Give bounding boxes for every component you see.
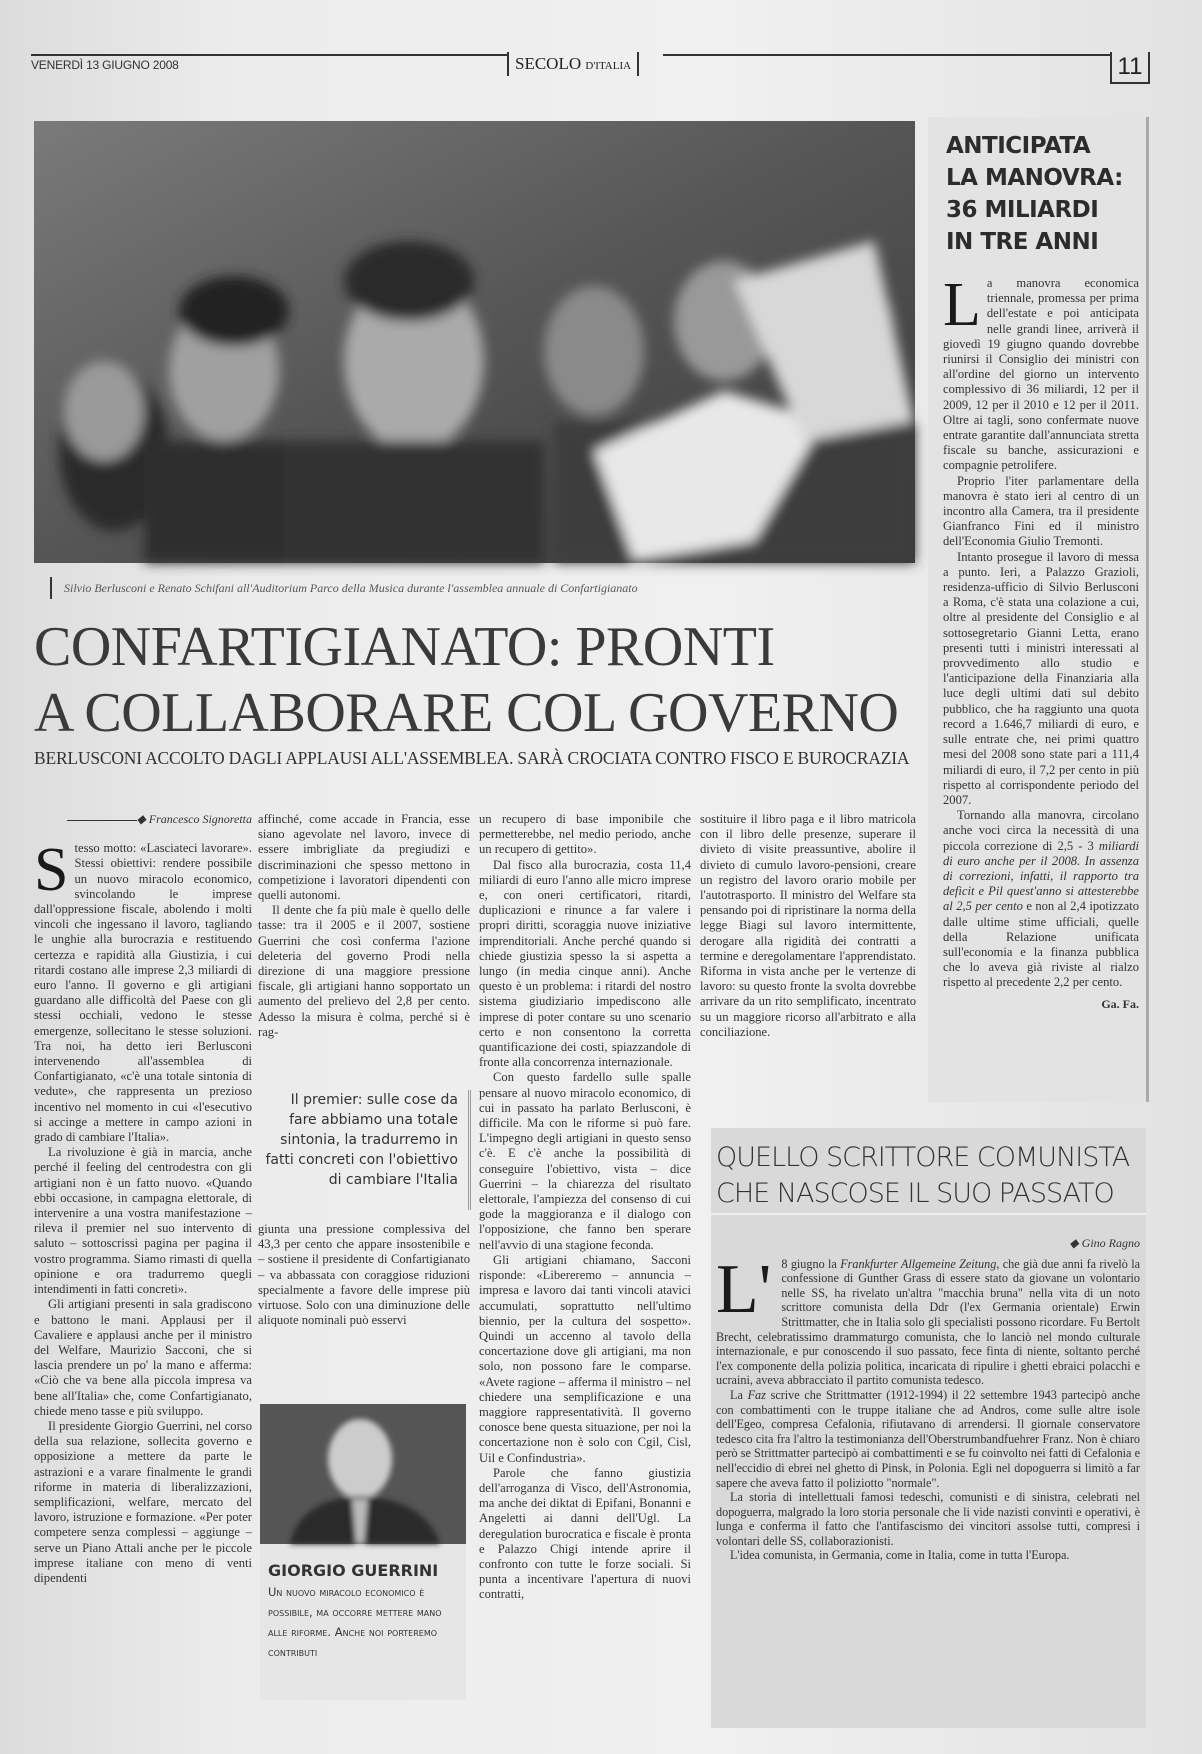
second-article-body (716, 1236, 1140, 1726)
brand-suffix: D'ITALIA (585, 60, 632, 72)
sidebar-title-line: IN TRE ANNI (946, 229, 1099, 255)
paragraph: sostituire il libro paga e il libro matricola con il libro delle presenze, superare il divieto di visite preassuntive, abolire il divieto di cumulo lavoro-pensioni, creare un registro del lavoro orario mobile per l'autotrasporto. Il ministro del Welfare sta pensando poi di ripristinare la norma della legge Biagi sul lavoro intermittente, derogare alla rigidità dei contratti a termine e deregolamentare l'apprendistato. Riforma in vista anche per le vertenze di lavoro: su questo fronte la svolta dovrebbe arrivare da un rito semplificato, incentrato su un maggiore ricorso all'arbitrato e alla conciliazione. (700, 812, 916, 1039)
main-photo (34, 121, 915, 563)
byline-author: Francesco Signoretta (148, 812, 252, 826)
article-column-2b (258, 1222, 470, 1328)
article-column-1 (34, 812, 252, 1724)
paragraph: affinché, come accade in Francia, esse siano agevolate nel lavoro, invece di essere imbrigliate da pregiudizi e discriminazioni che spesso mettono in competizione i lavoratori dipendenti con quelli autonomi. (258, 812, 470, 903)
sidebar-title-line: 36 MILIARDI (946, 197, 1099, 223)
title-line-2: CHE NASCOSE IL SUO PASSATO (716, 1178, 1114, 1209)
headline-line-2: A COLLABORARE COL GOVERNO (34, 682, 899, 744)
paragraph: Con questo fardello sulle spalle pensare al nuovo miracolo economico, di cui in passato ha parlato Berlusconi, è difficile. Ma con le riforme si può fare. L'impegno degli artigiani in questo senso c'è. E c'è anche la possibilità di conseguire l'obiettivo, vista – dice Guerrini – la chiarezza del risultato elettorale, l'ampiezza del consenso di cui gode la maggioranza e il dialogo con l'opposizione, che fanno ben sperare nell'avvio di una stagione feconda. (479, 1070, 691, 1252)
byline-rule (67, 820, 137, 821)
paragraph: tesso motto: «Lasciateci lavorare». Stessi obiettivi: rendere possibile un nuovo miracolo economico, svincolando le imprese dall'oppressione fiscale, abolendo i molti vincoli che ingessano il lavoro, tagliando le unghie alla burocrazia e restituendo certezza e rapidità alla Giustizia, i cui ritardi costano alle imprese 2,3 miliardi di euro l'anno. Il governo e gli artigiani guardano alle difficoltà del Paese con gli stessi occhiali, vedono le stesse emergenze, sollecitano le stesse soluzioni. Tra noi, ha detto ieri Berlusconi intervenendo all'assemblea di Confartigianato, «c'è una totale sintonia di vedute», che rappresenta un prezioso incentivo nel momento in cui «l'esecutivo si accinge a mettere in campo azioni in grado di cambiare l'Italia». (34, 841, 252, 1145)
paragraph: La rivoluzione è già in marcia, anche perché il feeling del centrodestra con gli artigiani non è un fatto nuovo. «Quando ebbi occasione, in campagna elettorale, di intervenire a una vostra manifestazione – rileva il premier nel suo intervento di saluto – sottoscrissi pagina per pagina il vostro programma. Siamo rimasti di quella opinione e ora tradurremo quegli intendimenti in fatti concreti». (34, 1145, 252, 1297)
byline: ◆ Francesco Signoretta (34, 812, 252, 827)
pull-quote: Il premier: sulle cose da fare abbiamo una totale sintonia, la tradurremo in fatti concreti con l'obiettivo di cambiare l'Italia (262, 1090, 471, 1210)
second-drop-cap: L' (716, 1250, 772, 1328)
page-number: 11 (1110, 52, 1150, 84)
guerrini-name: GIORGIO GUERRINI (268, 1561, 439, 1580)
drop-cap: S (34, 836, 69, 905)
guerrini-quote: Un nuovo miracolo economico è possibile, ma occorre mettere mano alle riforme. Anche noi porteremo contributi (268, 1585, 442, 1659)
paragraph: Gli artigiani chiamano, Sacconi risponde: «Libereremo – annuncia – impresa e lavoro dai tanti vincoli atavici accumulati, soprattutto nell'ultimo biennio, per la cultura del sospetto». Quindi un accenno al tavolo della concertazione dove gli artigiani, ma non solo, non possono fare le comparse. «Avete ragione – afferma il ministro – nel chiedere una semplificazione e una maggiore rappresentatività. Il governo conosce bene questa situazione, per noi la concertazione non è solo con Cgil, Cisl, Uil e Confindustria». (479, 1252, 691, 1465)
second-article-title (716, 1140, 1146, 1212)
newspaper-name (507, 52, 639, 76)
paragraph: un recupero di base imponibile che permetterebbe, nel medio periodo, anche un recupero di gettito». (479, 812, 691, 857)
italic-text: Frankfurter Allgemeine Zeitung (840, 1256, 997, 1271)
paragraph: Parole che fanno giustizia dell'arroganza di Visco, dell'Astronomia, ma anche dei diktat di Epifani, Bonanni e Angeletti ai danni dell'Ugl. La deregulation burocratica e fiscale è pronta e Palazzo Chigi intende aprire il confronto con tutte le forze sociali. Si punta a incentivare l'apertura di nuovi contratti, (479, 1465, 691, 1602)
text: 8 giugno la (781, 1256, 841, 1271)
title-divider (711, 1213, 1146, 1215)
paragraph: La storia di intellettuali famosi tedeschi, comunisti e di sinistra, celebrati nel dopoguerra, malgrado la loro storia personale che li vide nazisti convinti e operativi, è lunga e conferma il fatto che l'antifascismo dei vincitori assolse tutti, compresi i volontari delle SS, collaborazionisti. (716, 1490, 1140, 1548)
paragraph: Il dente che fa più male è quello delle tasse: tra il 2005 e il 2007, sostiene Guerrini che così conferma l'azione deleteria del governo Prodi nella direzione di una maggiore pressione fiscale, gli artigiani hanno sopportato un aumento del prelievo del 2,8 per cento. Adesso la misura è colma, perché si è rag- (258, 903, 470, 1039)
text: Tornando alla manovra, circolano anche voci circa la necessità di una piccola correzione di 2,5 - 3 (943, 808, 1139, 853)
header-rule-right (663, 54, 1112, 56)
guerrini-box (260, 1404, 466, 1700)
text: , che già due anni fa rivelò la confessione di Gunther Grass di essere stato da giovane un volontario nelle SS, ha rivelato un'altra "macchia bruna" nella vita di un noto scrittore comunista della Ddr (l'ex Germania orientale) Erwin Strittmatter, che in Italia solo gli specialisti possono ricordare. Fu Bertolt Brecht, celebratissimo drammaturgo comunista, che lo lanciò nel mondo culturale internazionale, e pur conoscendo il suo passato, fece finta di niente, soltanto perché l'ex componente della polizia politica, incaricata di ripulire i ghetti ebraici polacchi e ucraini, aveva abbracciato il partito comunista tedesco. (716, 1256, 1141, 1388)
paragraph: L'idea comunista, in Germania, come in Italia, come in tutta l'Europa. (730, 1548, 1070, 1563)
sidebar-title-line: LA MANOVRA: (946, 165, 1123, 191)
italic-text: miliardi di euro anche per il 2008. In assenza di correzioni, infatti, il rapporto tra deficit e Pil quest'anno si attesterebbe al 2,5 per cento (943, 838, 1139, 914)
paragraph: Gli artigiani presenti in sala gradiscono e battono le mani. Applausi per il Cavaliere e applausi anche per il ministro del Welfare, Maurizio Sacconi, che si lascia prendere un po' la mano e afferma: «Ciò che va bene alla piccola impresa va bene all'Italia» che, come Confartigianato, chiede meno tasse e più sviluppo. (34, 1297, 252, 1418)
guerrini-photo (260, 1404, 466, 1544)
article-column-3 (479, 812, 691, 1724)
title-line-1: QUELLO SCRITTORE COMUNISTA (716, 1142, 1130, 1173)
sidebar-body (943, 271, 1139, 1094)
paragraph: Dal fisco alla burocrazia, costa 11,4 miliardi di euro l'anno alle micro imprese e, con oneri certificatori, ritardi, duplicazioni e rinunce a far valere i propri diritti, scoraggia nuove iniziative imprenditoriali. Anche perché quando si chiede giustizia spesso la si aspetta a lungo (in media cinque anni). Anche questo è un problema: i ritardi del nostro sistema giudiziario impediscono alle imprese di poter contare su uno scenario certo e non consentono la corretta quantificazione dei costi, spiazzandole di fronte alla concorrenza internazionale. (479, 857, 691, 1070)
paragraph: giunta una pressione complessiva del 43,3 per cento che appare insostenibile e – sostiene il presidente di Confartigianato – va abbassata con coraggiose riduzioni specialmente a favore delle imprese più virtuose. Solo con una diminuzione delle aliquote nominali può esservi (258, 1222, 470, 1328)
text: scrive che Strittmatter (1912-1994) il 22 settembre 1943 partecipò anche con combattimenti con le truppe italiane che ad Andros, come sulle altre isole dell'Egeo, compresa Cefalonia, rifiutavano di arrendersi. Il giornale conservatore tedesco cita fra l'altro la testimonianza dell'Oberstrumbandfuehrer Franz. Non è chiaro però se Strittmatter partecipò ai combattimenti e se fu coinvolto nei fatti di Cefalonia e nell'eccidio di ebrei nel ghetto di Pinsk, in Polonia. Egli nel dopoguerra si limitò a far sapere che aveva fatto il poliziotto "normale". (716, 1387, 1140, 1490)
paragraph: Intanto prosegue il lavoro di messa a punto. Ieri, a Palazzo Grazioli, residenza-ufficio di Silvio Berlusconi a Roma, c'è stata una colazione a cui, oltre al presidente del Consiglio e al sottosegretario Gianni Letta, erano presenti tutti i ministri interessati al provvedimento allo studio e l'anticipazione della Finanziaria alla luce degli ultimi dati sul debito pubblico, che ha raggiunto una quota record a 1.646,7 miliardi di euro, e sulle entrate che, nei primi quattro mesi del 2008 sono state pari a 111,4 miliardi di euro, il 7,2 per cento in più rispetto al corrispondente periodo del 2007. (943, 549, 1139, 807)
header-rule-left (31, 54, 507, 56)
issue-date: VENERDÌ 13 GIUGNO 2008 (31, 58, 179, 72)
byline-author: Gino Ragno (1081, 1236, 1140, 1250)
paragraph (716, 1388, 1140, 1490)
text: e non al 2,4 ipotizzato dalle ultime stime ufficiali, quelle della Relazione unificata sull'economia e la finanza pubblica che lo aveva già riviste al rialzo rispetto al precedente 2,2 per cento. (943, 899, 1139, 990)
sidebar-signature: Ga. Fa. (1101, 996, 1139, 1011)
sidebar-title-line: ANTICIPATA (946, 133, 1091, 159)
italic-text: Faz (747, 1387, 766, 1402)
paragraph (943, 808, 1139, 990)
text: La (730, 1387, 748, 1402)
paragraph: a manovra economica triennale, promessa per prima dell'estate e poi anticipata nelle grandi linee, arriverà il giovedì 19 giugno quando dovrebbe riunirsi il Consiglio dei ministri con all'ordine del giorno un intervento complessivo di 36 miliardi, 12 per il 2009, 12 per il 2010 e 12 per il 2011. Oltre ai tagli, sono confermate nuove entrate garantite dall'annunciata stretta fiscale su banche, assicurazioni e compagnie petrolifere. (943, 276, 1139, 473)
photo-caption: Silvio Berlusconi e Renato Schifani all'Auditorium Parco della Musica durante l'assemblea annuale di Confartigianato (50, 577, 638, 599)
paragraph: Proprio l'iter parlamentare della manovra è stato ieri al centro di un incontro alla Camera, tra il presidente Gianfranco Fini ed il ministro dell'Economia Giulio Tremonti. (943, 473, 1139, 549)
headline-line-1: CONFARTIGIANATO: PRONTI (34, 616, 775, 678)
subheadline: BERLUSCONI ACCOLTO DAGLI APPLAUSI ALL'ASSEMBLEA. SARÀ CROCIATA CONTRO FISCO E BUROCRAZIA (34, 748, 910, 768)
brand-name: SECOLO (515, 54, 582, 73)
article-column-2a (258, 812, 470, 1084)
sidebar-title (946, 130, 1141, 258)
headline (34, 614, 914, 746)
article-column-4 (700, 812, 916, 1092)
sidebar-drop-cap: L (943, 271, 981, 339)
second-byline: ◆ Gino Ragno (1069, 1236, 1140, 1250)
paragraph: Il presidente Giorgio Guerrini, nel corso della sua relazione, sollecita governo e opposizione a mettere da parte le astrazioni e a varare finalmente le grandi riforme in materia di liberalizzazioni, semplificazioni, welfare, mercato del lavoro, istruzione e formazione. «Per poter competere senza complessi – aggiunge – serve un Piano Attali anche per le piccole imprese italiane con meno di venti dipendenti (34, 1418, 252, 1585)
